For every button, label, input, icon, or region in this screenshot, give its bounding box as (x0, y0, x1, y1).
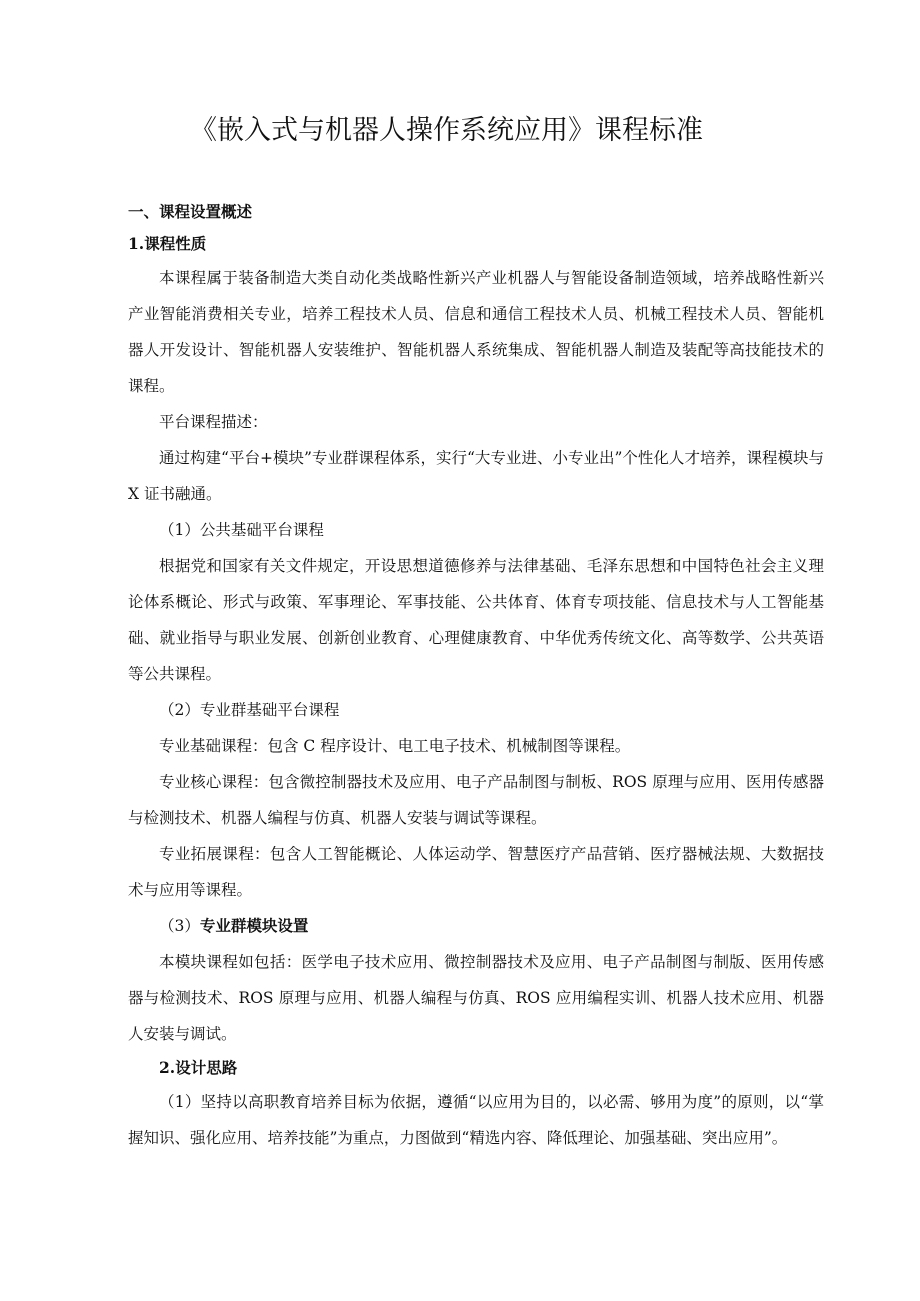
paragraph-public-platform: 根据党和国家有关文件规定，开设思想道德修养与法律基础、毛泽东思想和中国特色社会主义理论体系概论、形式与政策、军事理论、军事技能、公共体育、体育专项技能、信息技术与人工智能基础、就业指导与职业发展、创新创业教育、心理健康教育、中华优秀传统文化、高等数学、公共英语等公共课程。 (128, 557, 824, 683)
subsection-number: 2. (159, 1058, 176, 1077)
paragraph-extension-courses: 专业拓展课程：包含人工智能概论、人体运动学、智慧医疗产品营销、医疗器械法规、大数据技术与应用等课程。 (128, 845, 824, 899)
paragraph-basic-courses: 专业基础课程：包含 C 程序设计、电工电子技术、机械制图等课程。 (159, 737, 631, 755)
document-title: 《嵌入式与机器人操作系统应用》课程标准 (190, 115, 703, 146)
heading-module-setup-number: （3） (159, 917, 200, 935)
subsection-title: 设计思路 (175, 1058, 238, 1077)
subsection-heading-nature (128, 228, 824, 260)
label-platform-description: 平台课程描述： (159, 413, 268, 431)
subsection-title: 课程性质 (144, 234, 207, 253)
heading-module-setup-text: 专业群模块设置 (199, 916, 309, 935)
section-heading-overview: 一、课程设置概述 (128, 202, 253, 221)
heading-public-platform: （1）公共基础平台课程 (159, 521, 324, 539)
subsection-heading-design (128, 1052, 824, 1084)
paragraph-design-point-1: （1）坚持以高职教育培养目标为依据，遵循“以应用为目的，以必需、够用为度”的原则，以“掌握知识、强化应用、培养技能”为重点，力图做到“精选内容、降低理论、加强基础、突出应用”。 (128, 1093, 824, 1147)
heading-module-setup (128, 908, 824, 944)
heading-group-platform: （2）专业群基础平台课程 (159, 701, 340, 719)
paragraph-platform-description: 通过构建“平台+模块”专业群课程体系，实行“大专业进、小专业出”个性化人才培养，课程模块与 X 证书融通。 (128, 449, 824, 503)
paragraph-core-courses: 专业核心课程：包含微控制器技术及应用、电子产品制图与制板、ROS 原理与应用、医用传感器与检测技术、机器人编程与仿真、机器人安装与调试等课程。 (128, 773, 824, 827)
paragraph-module-setup: 本模块课程如包括：医学电子技术应用、微控制器技术及应用、电子产品制图与制版、医用传感器与检测技术、ROS 原理与应用、机器人编程与仿真、ROS 应用编程实训、机器人技术应用、机器人安装与调试。 (128, 953, 824, 1043)
subsection-number: 1. (128, 234, 145, 253)
paragraph-course-nature: 本课程属于装备制造大类自动化类战略性新兴产业机器人与智能设备制造领域，培养战略性新兴产业智能消费相关专业，培养工程技术人员、信息和通信工程技术人员、机械工程技术人员、智能机器人开发设计、智能机器人安装维护、智能机器人系统集成、智能机器人制造及装配等高技能技术的课程。 (128, 269, 824, 395)
